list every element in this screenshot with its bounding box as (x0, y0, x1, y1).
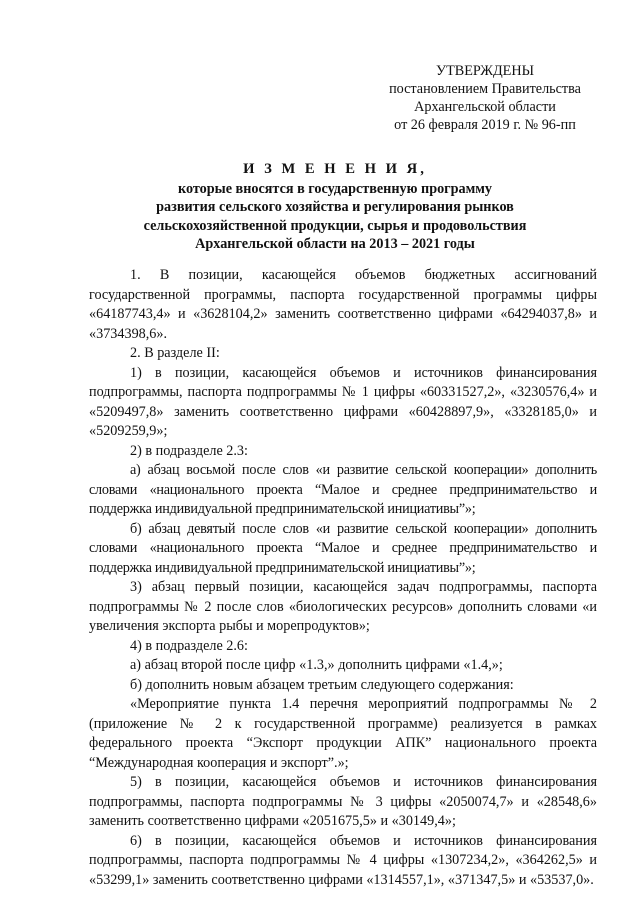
paragraph: «Мероприятие пункта 1.4 перечня мероприятий подпрограммы № 2 (приложение № 2 к государственной программе) реализуется в рамках федерального проекта “Экспорт продукции АПК” национального проекта “Международная кооперация и экспорт”.»; (89, 696, 597, 771)
title-line: развития сельского хозяйства и регулирования рынков (156, 199, 514, 215)
approval-date-number: от 26 февраля 2019 г. № 96-пп (394, 117, 576, 133)
title-line: сельскохозяйственной продукции, сырья и продовольствия (143, 217, 527, 234)
paragraph: 2) в подразделе 2.3: (130, 442, 248, 459)
paragraph: 4) в подразделе 2.6: (130, 637, 248, 654)
title-line: которые вносятся в государственную программу (177, 180, 493, 197)
paragraph: б) абзац девятый после слов «и развитие сельской кооперации» дополнить словами «национального проекта “Малое и среднее предпринимательство и поддержка индивидуальной предпринимательской инициативы”»; (89, 520, 597, 576)
approval-status: УТВЕРЖДЕНЫ (436, 63, 534, 79)
paragraph: 6) в позиции, касающейся объемов и источников финансирования подпрограммы, паспорта подпрограммы № 4 цифры «1307234,2», «364262,5» и «53299,1» заменить соответственно цифрами «1314557,1», «371347,5» и «53537,0». (89, 832, 597, 888)
paragraph: б) дополнить новым абзацем третьим следующего содержания: (130, 676, 514, 693)
paragraph: 1) в позиции, касающейся объемов и источников финансирования подпрограммы, паспорта подпрограммы № 1 цифры «60331527,2», «3230576,4» и «5209497,8» заменить соответственно цифрами «60428897,9», «3328185,0» и «5209259,9»; (89, 364, 597, 439)
title-heading: И З М Е Н Е Н И Я, (243, 161, 427, 177)
approval-authority: постановлением Правительства (389, 81, 581, 97)
paragraph: 3) абзац первый позиции, касающейся задач подпрограммы, паспорта подпрограммы № 2 после слов «биологических ресурсов» дополнить словами «и увеличения экспорта рыбы и морепродуктов»; (89, 579, 597, 634)
paragraph: а) абзац восьмой после слов «и развитие сельской кооперации» дополнить словами «национального проекта “Малое и среднее предпринимательство и поддержка индивидуальной предпринимательской инициативы”»; (89, 462, 597, 517)
paragraph: 2. В разделе II: (130, 345, 220, 361)
approval-stamp (380, 62, 590, 134)
paragraph: 1. В позиции, касающейся объемов бюджетных ассигнований государственной программы, паспорта государственной программы цифры «64187743,4» и «3628104,2» заменить соответственно цифрами «64294037,8» и «3734398,6». (89, 267, 597, 342)
paragraph: а) абзац второй после цифр «1.3,» дополнить цифрами «1.4,»; (130, 657, 503, 673)
document-title (90, 160, 580, 254)
approval-region: Архангельской области (414, 99, 556, 115)
document-body (89, 266, 597, 890)
title-line: Архангельской области на 2013 – 2021 годы (195, 236, 475, 252)
paragraph: 5) в позиции, касающейся объемов и источников финансирования подпрограммы, паспорта подпрограммы № 3 цифры «2050074,7» и «28548,6» заменить соответственно цифрами «2051675,5» и «30149,4»; (89, 774, 597, 829)
